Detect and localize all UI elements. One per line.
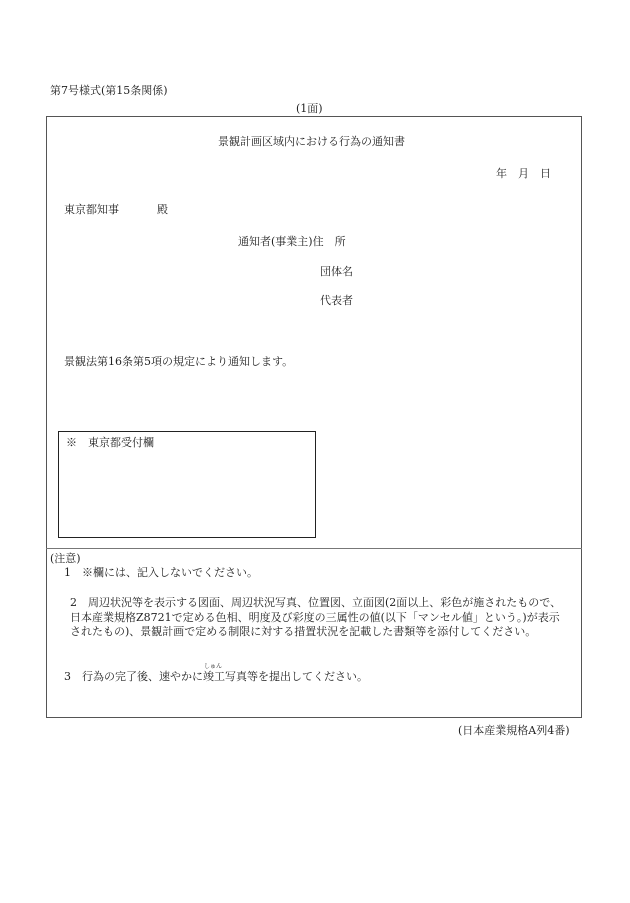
reception-box-label: ※ 東京都受付欄 <box>66 436 154 449</box>
honorific: 殿 <box>157 203 168 216</box>
paper-size-footer: (日本産業規格A列4番) <box>458 724 570 737</box>
ruby-annotation: しゅん <box>204 663 223 670</box>
form-title: 景観計画区域内における行為の通知書 <box>218 135 405 148</box>
addressee: 東京都知事 <box>64 203 119 216</box>
representative-label: 代表者 <box>320 294 353 307</box>
note-item-3: 3 行為の完了後、速やかに竣工写真等を提出してください。 <box>64 670 368 683</box>
date-line: 年 月 日 <box>496 167 551 180</box>
notes-heading: (注意) <box>50 552 81 565</box>
note-item-2: 2 周辺状況等を表示する図面、周辺状況写真、位置図、立面図(2面以上、彩色が施されたもので、日本産業規格Z8721で定める色相、明度及び彩度の三属性の値(以下「マンセル値」という。)が表示されたもの)、景観計画で定める制限に対する措置状況を記載した書類等を添付してください。 <box>70 596 562 638</box>
organization-label: 団体名 <box>320 265 353 278</box>
form-number: 第7号様式(第15条関係) <box>50 84 168 97</box>
notes-divider <box>46 548 582 549</box>
statement: 景観法第16条第5項の規定により通知します。 <box>64 355 294 368</box>
notifier-label: 通知者(事業主)住 所 <box>238 235 346 248</box>
page-label: (1面) <box>296 102 323 115</box>
note-item-1: 1 ※欄には、記入しないでください。 <box>64 566 258 579</box>
